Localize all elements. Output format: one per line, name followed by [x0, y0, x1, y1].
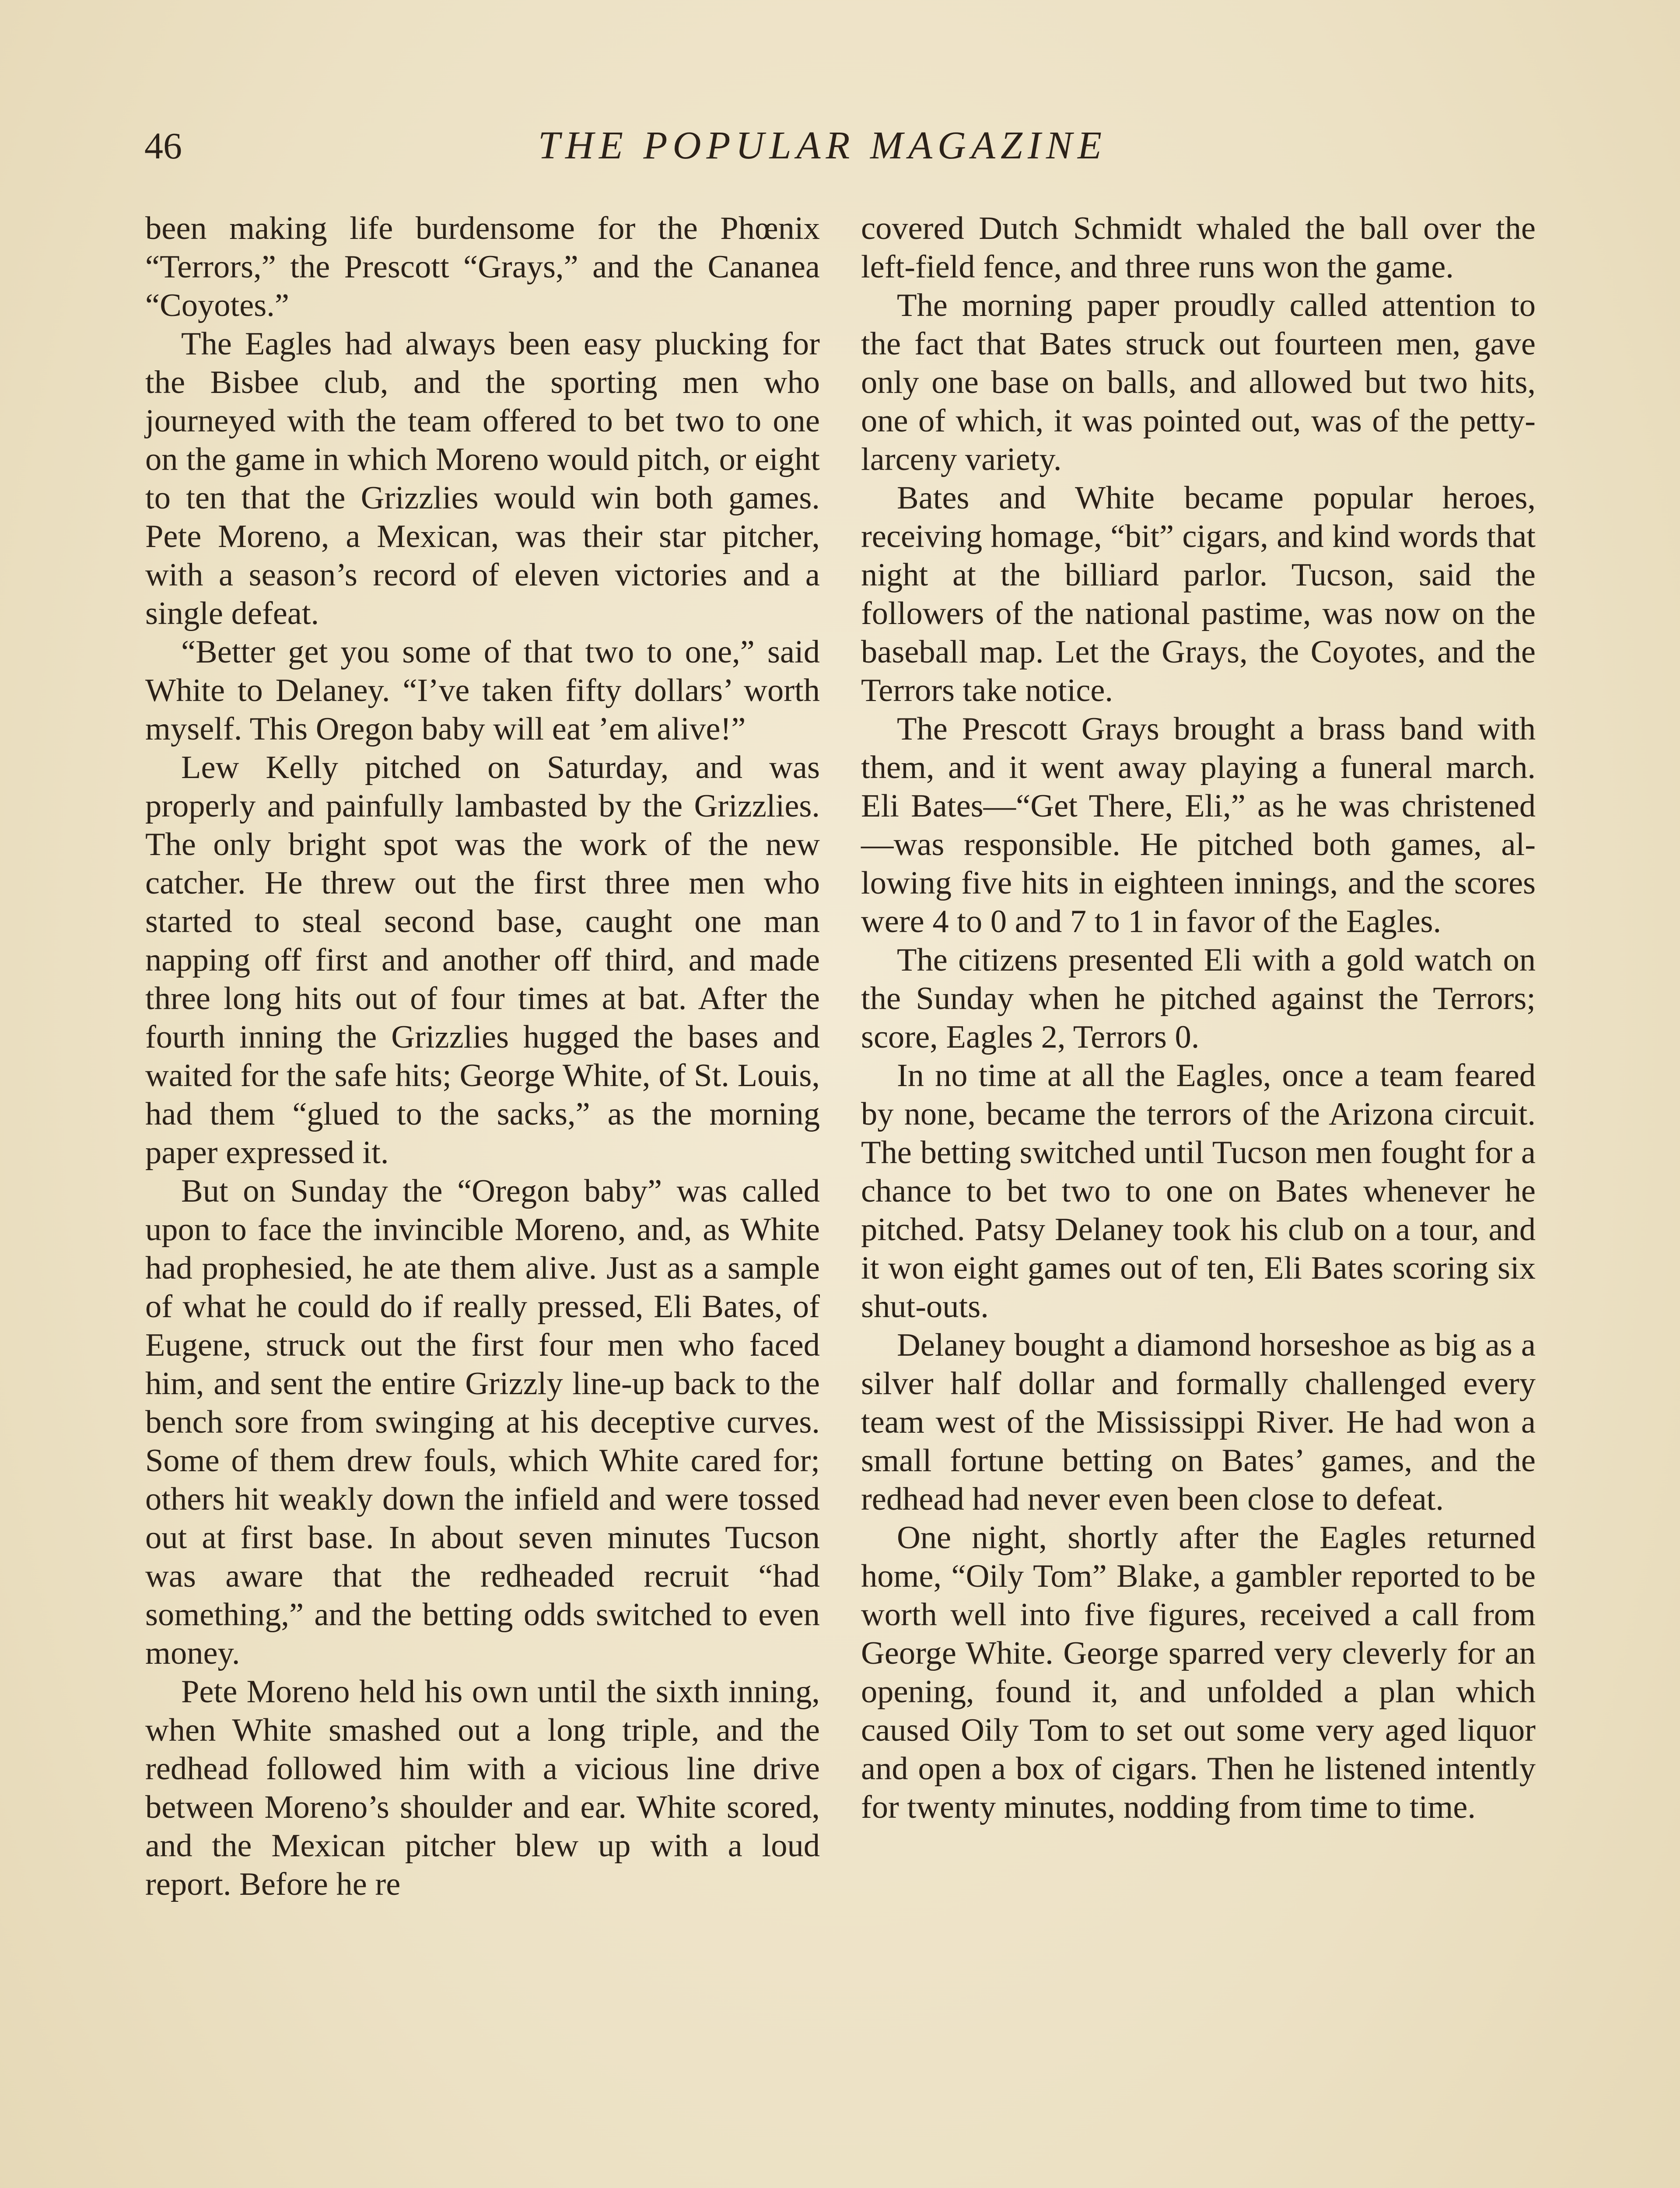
paragraph: Lew Kelly pitched on Saturday, and was properly and painfully lambasted by the Grizzlies. The only bright spot was the work of the new catcher. He threw out the first three men who started to steal second base, caught one man napping off first and another off third, and made three long hits out of four times at bat. After the fourth inning the Grizzlies hugged the bases and waited for the safe hits; George White, of St. Louis, had them “glued to the sacks,” as the morning paper expressed it. [145, 750, 820, 1171]
page-number: 46 [144, 125, 182, 167]
paragraph: But on Sunday the “Oregon baby” was called upon to face the invincible Moreno, and, as White had prophesied, he ate them alive. Just as a sample of what he could do if really pressed, Eli Bates, of Eugene, struck out the first four men who faced him, and sent the entire Grizzly line-up back to the bench sore from swinging at his deceptive curves. Some of them drew fouls, which White cared for; others hit weakly down the infield and were tossed out at first base. In about seven minutes Tucson was aware that the redheaded recruit “had something,” and the betting odds switched to even money. [145, 1173, 820, 1671]
paragraph: The citizens presented Eli with a gold watch on the Sunday when he pitched against the Terrors; score, Eagles 2, Terrors 0. [861, 942, 1536, 1055]
paragraph: Pete Moreno held his own until the sixth inning, when White smashed out a long triple, and the redhead followed him with a vicious line drive between Moreno’s shoulder and ear. White scored, and the Mexican pitcher blew up with a loud report. Before he re [145, 1674, 820, 1902]
paragraph: The Prescott Grays brought a brass band with them, and it went away playing a funeral march. Eli Bates—“Get There, Eli,” as he was christened—was responsible. He pitched both games, allowing five hits in eighteen innings, and the scores were 4 to 0 and 7 to 1 in favor of the Eagles. [861, 711, 1536, 940]
paragraph: Delaney bought a diamond horseshoe as big as a silver half dollar and formally challenged every team west of the Mississippi River. He had won a small fortune betting on Bates’ games, and the redhead had never even been close to defeat. [861, 1327, 1536, 1517]
paragraph: been making life burdensome for the Phœnix “Terrors,” the Prescott “Grays,” and the Cananea “Coyotes.” [145, 210, 820, 323]
paragraph: covered Dutch Schmidt whaled the ball over the left-field fence, and three runs won the game. [861, 210, 1536, 285]
right-column [861, 209, 1536, 1827]
paragraph: The morning paper proudly called attention to the fact that Bates struck out fourteen men, gave only one base on balls, and allowed but two hits, one of which, it was pointed out, was of the petty-larceny variety. [861, 288, 1536, 477]
paragraph: The Eagles had always been easy plucking for the Bisbee club, and the sporting men who journeyed with the team offered to bet two to one on the game in which Moreno would pitch, or eight to ten that the Grizzlies would win both games. Pete Moreno, a Mexican, was their star pitcher, with a season’s record of eleven victories and a single defeat. [145, 326, 820, 631]
paragraph: In no time at all the Eagles, once a team feared by none, became the terrors of the Arizona circuit. The betting switched until Tucson men fought for a chance to bet two to one on Bates whenever he pitched. Patsy Delaney took his club on a tour, and it won eight games out of ten, Eli Bates scoring six shut-outs. [861, 1058, 1536, 1325]
running-head: THE POPULAR MAGAZINE [538, 124, 1107, 167]
paragraph: “Better get you some of that two to one,” said White to Delaney. “I’ve taken fifty dollars’ worth myself. This Oregon baby will eat ’em alive!” [145, 634, 820, 747]
paragraph: One night, shortly after the Eagles returned home, “Oily Tom” Blake, a gambler reported to be worth well into five figures, received a call from George White. George sparred very cleverly for an opening, found it, and unfolded a plan which caused Oily Tom to set out some very aged liquor and open a box of cigars. Then he listened intently for twenty minutes, nodding from time to time. [861, 1520, 1536, 1825]
paragraph: Bates and White became popular heroes, receiving homage, “bit” cigars, and kind words that night at the billiard parlor. Tucson, said the followers of the national pastime, was now on the baseball map. Let the Grays, the Coyotes, and the Terrors take notice. [861, 480, 1536, 708]
left-column [145, 209, 820, 1904]
